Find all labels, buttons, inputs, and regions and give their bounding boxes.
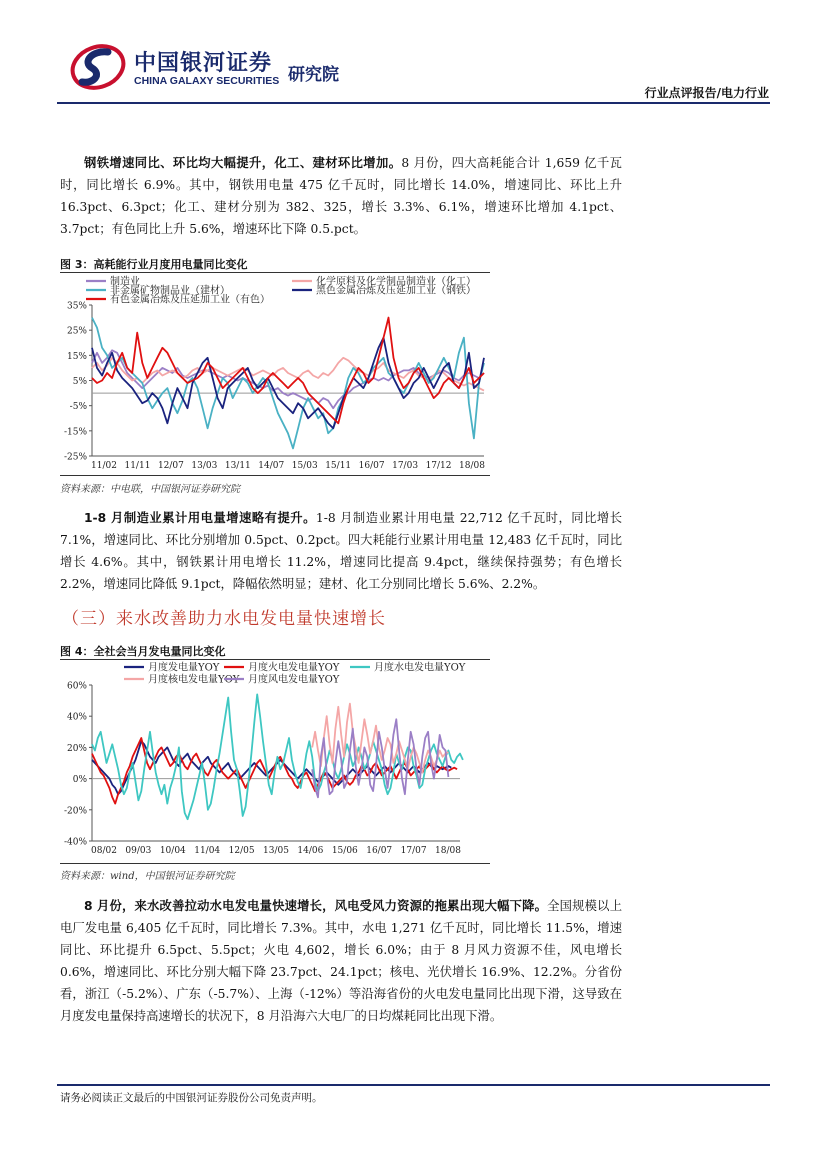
x-tick-label: 17/12 (425, 461, 452, 471)
paragraph-body: 8 月份，四大高耗能合计 1,659 亿千瓦时，同比增长 6.9%。其中，钢铁用电量 475 亿千瓦时，同比增长 14.0%，增速同比、环比上升 16.3pct、6.3pct；化工、建材分别为 382、325，增长 3.3%、6.1%，增速环比增加 4.1pct、3.7pct；有色同比上升 5.6%，增速环比下降 0.5.pct。 (60, 156, 622, 236)
figure-4-source: 资料来源：wind，中国银河证券研究院 (60, 871, 235, 882)
x-tick-label: 15/03 (291, 461, 318, 471)
y-tick-label: 35% (66, 301, 87, 312)
x-tick-label: 16/07 (358, 461, 385, 471)
x-tick-label: 13/11 (224, 461, 251, 471)
x-tick-label: 14/07 (258, 461, 285, 471)
y-tick-label: 25% (66, 326, 87, 337)
institute-name: 研究院 (288, 65, 339, 85)
legend-label: 非金属矿物制品业（建材） (110, 285, 230, 297)
x-tick-label: 09/03 (125, 846, 152, 856)
x-tick-label: 15/11 (325, 461, 352, 471)
x-tick-label: 11/02 (91, 461, 117, 471)
legend-label: 月度风电发电量YOY (248, 674, 340, 686)
paragraph-manufacturing (60, 507, 622, 595)
figure-3-bottom-rule (60, 475, 490, 476)
figure-3-source: 资料来源：中电联，中国银河证券研究院 (60, 484, 240, 495)
footer-disclaimer: 请务必阅读正文最后的中国银河证券股份公司免责声明。 (60, 1092, 323, 1104)
y-tick-label: 60% (66, 681, 87, 692)
paragraph-power-generation (60, 895, 622, 1027)
paragraph-lead: 钢铁增速同比、环比均大幅提升，化工、建材环比增加。 (84, 156, 402, 170)
y-tick-label: 5% (72, 377, 87, 387)
paragraph-energy-intensive (60, 152, 622, 240)
x-tick-label: 10/04 (159, 846, 186, 856)
x-tick-label: 14/06 (297, 846, 324, 856)
paragraph-body: 1-8 月制造业累计用电量 22,712 亿千瓦时，同比增长 7.1%，增速同比、环比分别增加 0.5pct、0.2pct。四大耗能行业累计用电量 12,483 亿千瓦时，同比增长 4.6%。其中，钢铁累计用电增长 11.2%，增速同比提高 9.4pct，继续保持强势；有色增长 2.2%，增速同比降低 9.1pct，降幅依然明显；建材、化工分别同比增长 5.6%、2.2%。 (60, 511, 622, 591)
y-tick-label: -25% (63, 452, 87, 463)
paragraph-lead: 8 月份，来水改善拉动水电发电量快速增长，风电受风力资源的拖累出现大幅下降。 (84, 899, 548, 913)
legend-label: 制造业 (110, 276, 140, 288)
galaxy-logo-icon (70, 44, 126, 90)
y-tick-label: -40% (63, 837, 87, 848)
y-tick-label: -15% (63, 427, 87, 438)
legend-label: 化学原料及化学制品制造业（化工） (316, 276, 476, 288)
figure-4-chart (60, 660, 492, 862)
figure-3-chart (60, 274, 492, 474)
y-tick-label: 15% (66, 351, 87, 362)
x-tick-label: 13/03 (191, 461, 218, 471)
footer-rule (57, 1084, 770, 1086)
x-tick-label: 18/08 (435, 846, 461, 856)
x-tick-label: 13/05 (263, 846, 289, 856)
header-rule (57, 102, 770, 104)
paragraph-lead: 1-8 月制造业累计用电量增速略有提升。 (84, 511, 316, 525)
y-tick-label: 40% (66, 712, 87, 723)
legend-label: 月度火电发电量YOY (248, 662, 340, 674)
y-tick-label: -5% (69, 402, 87, 413)
figure-4-bottom-rule (60, 863, 490, 864)
x-tick-label: 17/03 (392, 461, 419, 471)
legend-label: 黑色金属冶炼及压延加工业（钢铁） (316, 285, 476, 297)
legend-label: 月度水电发电量YOY (374, 662, 466, 674)
paragraph-body: 全国规模以上电厂发电量 6,405 亿千瓦时，同比增长 7.3%。其中，水电 1,271 亿千瓦时，同比增长 11.5%，增速同比、环比提升 6.5pct、5.5pct；火电 4,602，增长 6.0%；由于 8 月风力资源不佳，风电增长 0.6%，增速同比、环比分别大幅下降 23.7pct、24.1pct；核电、光伏增长 16.9%、12.2%。分省份看，浙江（-5.2%）、广东（-5.7%）、上海（-12%）等沿海省份的火电发电量同比出现下滑，这导致在月度发电量保持高速增长的状况下，8 月沿海六大电厂的日均煤耗同比出现下滑。 (60, 899, 622, 1023)
brand-name-cn: 中国银河证券 (134, 51, 273, 76)
x-tick-label: 12/07 (157, 461, 184, 471)
legend-label: 有色金属冶炼及压延加工业（有色） (110, 294, 270, 306)
x-tick-label: 12/05 (228, 846, 255, 856)
figure-3-rule (60, 272, 490, 273)
report-type: 行业点评报告/电力行业 (644, 86, 769, 100)
x-tick-label: 08/02 (91, 846, 117, 856)
x-tick-label: 17/07 (400, 846, 427, 856)
x-tick-label: 15/06 (331, 846, 358, 856)
x-tick-label: 16/07 (366, 846, 393, 856)
legend-label: 月度核电发电量YOY (148, 674, 240, 686)
section-title: （三）来水改善助力水电发电量快速增长 (62, 609, 386, 629)
legend-label: 月度发电量YOY (148, 662, 220, 674)
x-tick-label: 11/04 (194, 846, 221, 856)
y-tick-label: 20% (66, 743, 87, 754)
x-tick-label: 11/11 (124, 461, 151, 471)
y-tick-label: -20% (63, 806, 87, 817)
x-tick-label: 18/08 (459, 461, 485, 471)
brand-name-en: CHINA GALAXY SECURITIES (134, 75, 280, 87)
figure-4-title: 图 4：全社会当月发电量同比变化 (60, 645, 226, 658)
figure-3-title: 图 3：高耗能行业月度用电量同比变化 (60, 258, 248, 271)
y-tick-label: 0% (72, 775, 87, 786)
